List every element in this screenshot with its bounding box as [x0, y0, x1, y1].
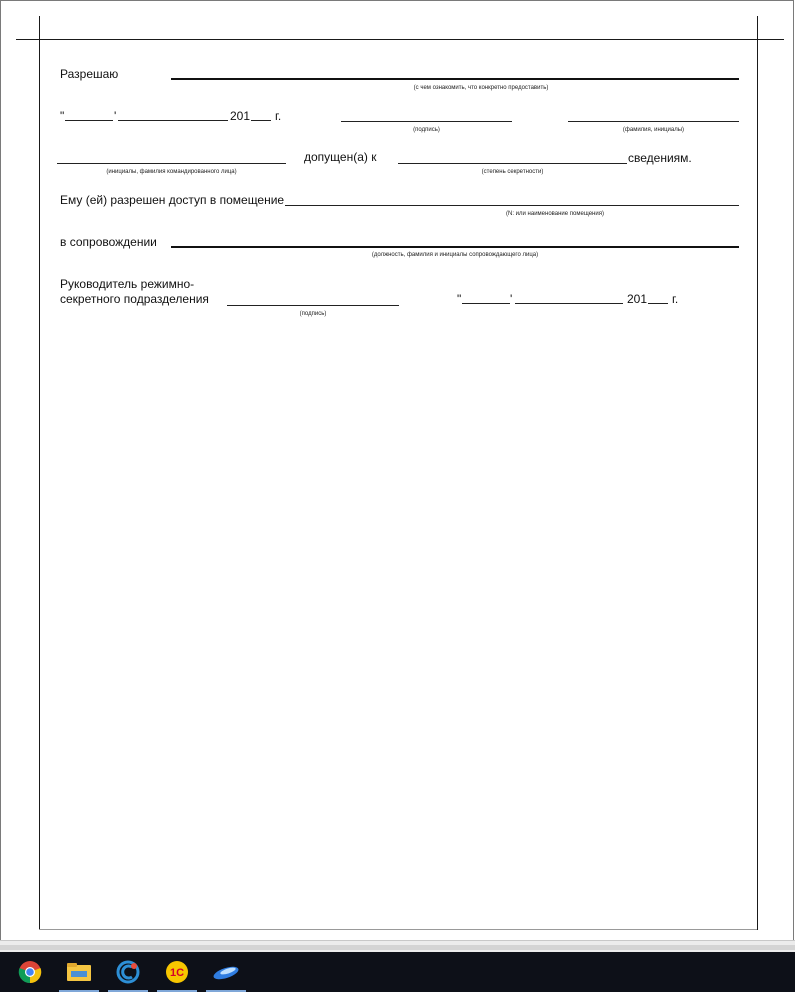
- chrome-icon: [18, 960, 42, 984]
- app-icon: [211, 962, 241, 982]
- secrecy-note: (степень секретности): [481, 169, 544, 175]
- horizontal-scrollbar[interactable]: [0, 945, 795, 950]
- seconded-person-field[interactable]: [57, 163, 286, 164]
- date-year-suffix: г.: [275, 109, 282, 123]
- taskbar-app[interactable]: [204, 952, 248, 992]
- signature-note: (подпись): [413, 127, 440, 133]
- ccleaner-icon: [116, 960, 140, 984]
- taskbar: [0, 952, 795, 992]
- svg-text:1С: 1С: [169, 967, 185, 979]
- date2-quote-close: ': [510, 292, 513, 306]
- date-day-field[interactable]: [65, 120, 113, 121]
- permit-field[interactable]: [171, 78, 739, 80]
- taskbar-ccleaner[interactable]: [106, 952, 150, 992]
- date-quote-open: ": [60, 109, 65, 123]
- admitted-label: допущен(а) к: [304, 150, 377, 164]
- date2-year-field[interactable]: [648, 303, 668, 304]
- seconded-note: (инициалы, фамилия командированного лица): [106, 169, 237, 175]
- date-quote-close: ': [114, 109, 117, 123]
- date2-day-field[interactable]: [462, 303, 510, 304]
- date2-year-prefix: 201: [627, 292, 648, 306]
- name-field[interactable]: [568, 121, 739, 122]
- permit-note: (с чем ознакомить, что конкретно предоставить): [413, 85, 549, 91]
- date-year-prefix: 201: [230, 109, 251, 123]
- info-label: сведениям.: [628, 151, 692, 165]
- top-margin-line: [16, 39, 784, 40]
- name-note: (фамилия, инициалы): [622, 127, 685, 133]
- file-explorer-icon: [66, 961, 92, 983]
- bottom-margin-line: [39, 929, 757, 930]
- escort-note: (должность, фамилия и инициалы сопровождающего лица): [371, 252, 539, 258]
- room-note: (N: или наименование помещения): [506, 211, 604, 217]
- head-label-line2: секретного подразделения: [60, 292, 209, 306]
- date-year-field[interactable]: [251, 120, 271, 121]
- room-field[interactable]: [285, 205, 739, 206]
- taskbar-1c[interactable]: [155, 952, 199, 992]
- date2-month-field[interactable]: [515, 303, 623, 304]
- room-label: Ему (ей) разрешен доступ в помещение: [60, 193, 285, 207]
- escort-label: в сопровождении: [60, 235, 157, 249]
- date2-year-suffix: г.: [672, 292, 679, 306]
- taskbar-file-explorer[interactable]: [57, 952, 101, 992]
- taskbar-chrome[interactable]: [8, 952, 52, 992]
- date-month-field[interactable]: [118, 120, 228, 121]
- 1c-icon: [165, 960, 189, 984]
- escort-field[interactable]: [171, 246, 739, 248]
- secrecy-field[interactable]: [398, 163, 627, 164]
- head-label-line1: Руководитель режимно-: [60, 277, 195, 291]
- head-signature-field[interactable]: [227, 305, 399, 306]
- date2-quote-open: ": [457, 292, 462, 306]
- permit-label: Разрешаю: [60, 67, 119, 81]
- head-signature-note: (подпись): [299, 311, 327, 317]
- left-margin-line: [39, 16, 40, 930]
- right-margin-line: [757, 16, 758, 930]
- signature-field[interactable]: [341, 121, 512, 122]
